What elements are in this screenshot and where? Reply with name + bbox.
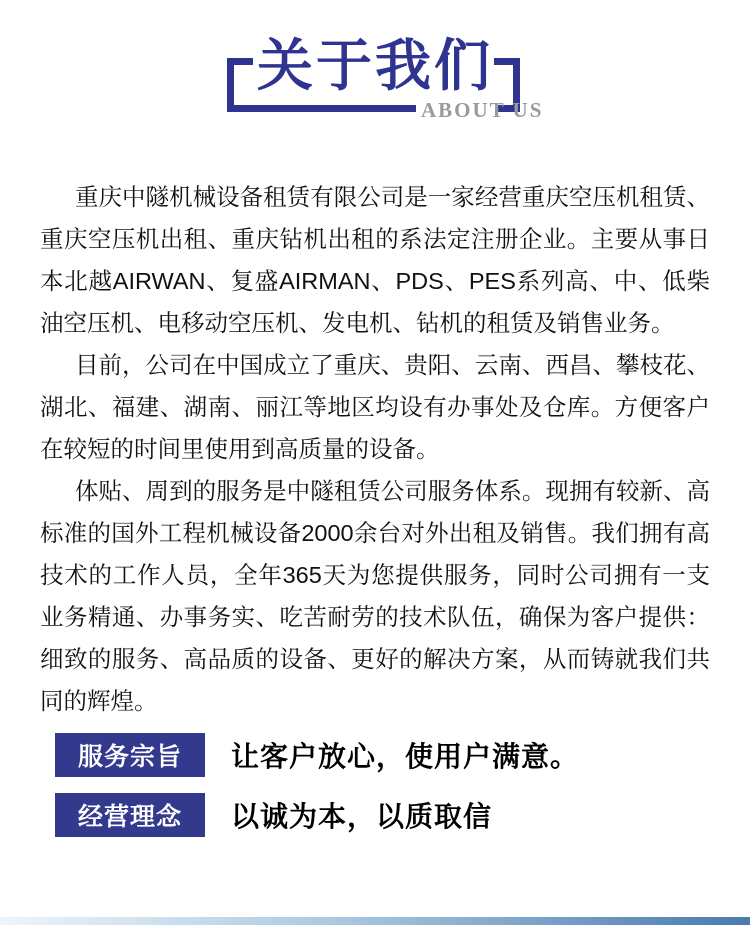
page-subtitle: ABOUT US [421, 98, 544, 122]
service-tenet-badge: 服务宗旨 [55, 733, 205, 777]
service-tenet-text: 让客户放心，使用户满意。 [231, 741, 580, 772]
highlight-row [55, 733, 750, 777]
footer-gradient-bar [0, 917, 750, 925]
about-paragraph: 重庆中隧机械设备租赁有限公司是一家经营重庆空压机租赁、重庆空压机出租、重庆钻机出租的系法定注册企业。主要从事日本北越AIRWAN、复盛AIRMAN、PDS、PES系列高、中、低柴油空压机、电移动空压机、发电机、钻机的租赁及销售业务。 [40, 184, 710, 336]
title-underline [227, 105, 416, 112]
page-title: 关于我们 [257, 34, 493, 97]
about-paragraph: 目前，公司在中国成立了重庆、贵阳、云南、西昌、攀枝花、湖北、福建、湖南、丽江等地区均设有办事处及仓库。方便客户在较短的时间里使用到高质量的设备。 [40, 352, 710, 462]
section-header [0, 0, 750, 130]
about-text-block [40, 176, 710, 722]
business-philosophy-text: 以诚为本，以质取信 [231, 801, 493, 832]
business-philosophy-badge: 经营理念 [55, 793, 205, 837]
about-paragraph: 体贴、周到的服务是中隧租赁公司服务体系。现拥有较新、高标准的国外工程机械设备2000余台对外出租及销售。我们拥有高技术的工作人员，全年365天为您提供服务，同时公司拥有一支业务精通、办事务实、吃苦耐劳的技术队伍，确保为客户提供：细致的服务、高品质的设备、更好的解决方案，从而铸就我们共同的辉煌。 [40, 478, 710, 714]
title-bracket-left-vertical-icon [227, 58, 234, 112]
highlight-row [55, 793, 750, 837]
highlights-section [55, 733, 750, 837]
